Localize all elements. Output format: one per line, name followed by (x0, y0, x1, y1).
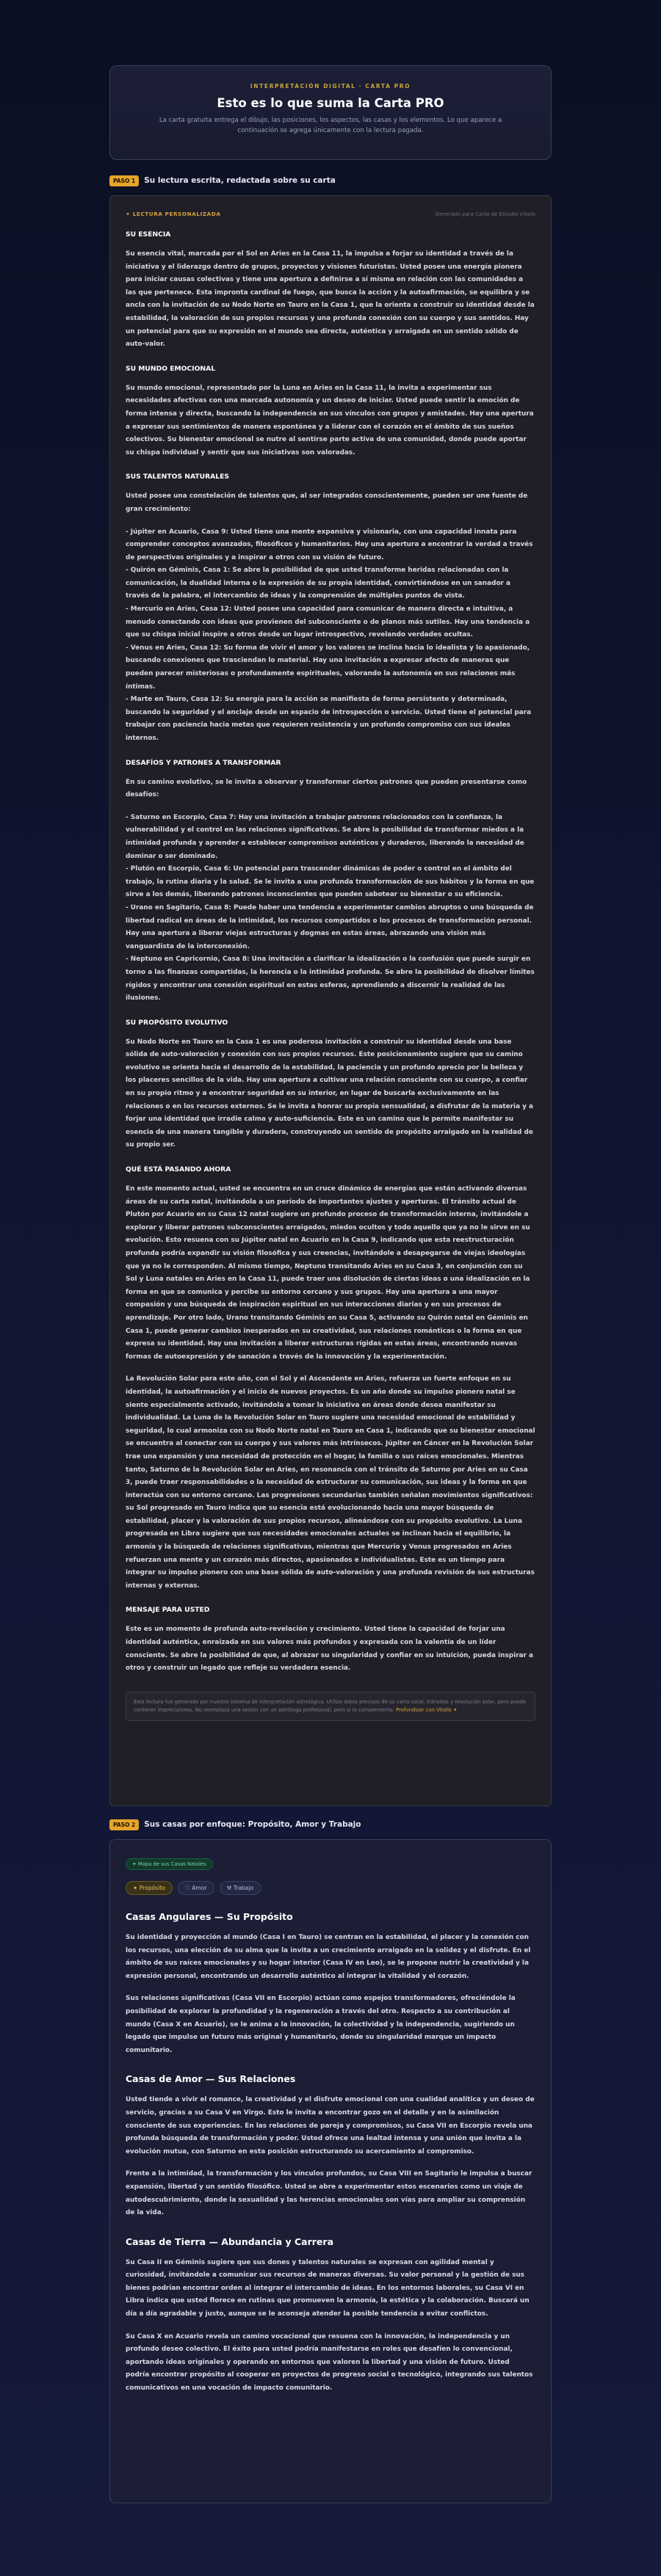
house-group-title: Casas de Tierra — Abundancia y Carrera (126, 2235, 334, 2247)
tab-trabajo[interactable]: ⚒ Trabajo (220, 1881, 261, 1895)
section-paragraph: Su esencia vital, marcada por el Sol en Aries en la Casa 11, la impulsa a forjar su identidad a través de la iniciativa y el liderazgo dentro de grupos, proyectos y visiones futuristas. Usted posee una energía pionera para iniciar causas colectivas y tiene una apertura a definirse a sí misma en relación con las comunidades a las que pertenece. Esta impronta cardinal de fuego, que busca la acción y la autoafirmación, se equilibra y se ancla con la invitación de su Nodo Norte en Tauro en la Casa 1, que la orienta a construir su identidad desde la estabilidad, la valoración de sus propios recursos y una profunda conexión con su cuerpo y sus sentidos. Hay un potencial para que su expresión en el mundo sea directa, auténtica y arraigada en un sentido sólido de auto-valor. (126, 250, 535, 349)
section-heading: QUÉ ESTÁ PASANDO AHORA (126, 1165, 231, 1174)
step-2-title: Sus casas por enfoque: Propósito, Amor y Trabajo (144, 1820, 361, 1829)
house-group-paragraph: Frente a la intimidad, la transformación y los vínculos profundos, su Casa VIII en Sagitario le impulsa a buscar expansión, libertad y un sentido filosófico. Usted se abre a experimentar estos escenarios como un viaje de autodescubrimiento, donde la sexualidad y las herencias emocionales son vías para ampliar su comprensión de la vida. (126, 2170, 532, 2217)
section-paragraph: - Saturno en Escorpio, Casa 7: Hay una invitación a trabajar patrones relacionados con la confianza, la vulnerabilidad y el control en las relaciones significativas. Se abre la posibilidad de transformar miedos a la intimidad profunda y aprender a establecer compromisos auténticos y duraderos, liberando la necesidad de dominar o ser dominado. - Plutón en Escorpio, Casa 6: Un potencial para trascender dinámicas de poder o control en el ámbito del trabajo, la rutina diaria y la salud. Se le invita a una profunda transformación de sus hábitos y la forma en que sirve a los demás, liberando patrones inconscientes que pueden sabotear su bienestar o su eficiencia. - Urano en Sagitario, Casa 8: Puede haber una tendencia a experimentar cambios abruptos o una búsqueda de libertad radical en áreas de la intimidad, los recursos compartidos o los procesos de transformación personal. Hay una apertura a liberar viejas estructuras y dogmas en estas áreas, abrazando una visión más vanguardista de la interconexión. - Neptuno en Capricornio, Casa 8: Una invitación a clarificar la idealización o la confusión que puede surgir en torno a las finanzas compartidas, la herencia o la intimidad profunda. Se abre la posibilidad de disolver límites rígidos y encontrar una conexión espiritual en estas esferas, aprendiendo a discernir la realidad de las ilusiones. (126, 813, 535, 1003)
section-paragraph: Este es un momento de profunda auto-revelación y crecimiento. Usted tiene la capacidad de forjar una identidad auténtica, enraizada en sus valores más profundos y expresada con la valentía de un líder consciente. Se abre la posibilidad de que, al abrazar su singularidad y confiar en su intuición, pueda inspirar a otros y construir un legado que refleje su verdadera esencia. (126, 1626, 533, 1673)
house-group-paragraph: Su identidad y proyección al mundo (Casa I en Tauro) se centran en la estabilidad, el placer y la conexión con los recursos, una elección de su alma que la invita a un crecimiento arraigado en la solidez y el disfrute. En el ámbito de sus raíces emocionales y su hogar interior (Casa IV en Leo), se le propone nutrir la creatividad y la expresión personal, encontrando un desarrollo auténtico al integrar la vitalidad y el corazón. (126, 1934, 531, 1980)
focus-tabs (126, 1881, 535, 1895)
house-group-paragraph: Usted tiende a vivir el romance, la creatividad y el disfrute emocional con una cualidad analítica y un deseo de servicio, gracias a su Casa V en Virgo. Esto le invita a encontrar gozo en el detalle y en la asimilación consciente de sus experiencias. En las relaciones de pareja y compromisos, su Casa VII en Escorpio revela una profunda búsqueda de transformación y poder. Usted ofrece una lealtad intensa y una unión que invita a la evolución mutua, con Saturno en esta posición estructurando su acercamiento al compromiso. (126, 2096, 535, 2155)
step-1-title: Su lectura escrita, redactada sobre su carta (144, 176, 336, 185)
generated-for-label: Generado para Carta de Estudio Vitalis (435, 211, 535, 217)
section-heading: SUS TALENTOS NATURALES (126, 473, 230, 481)
house-group-paragraph: Su Casa II en Géminis sugiere que sus dones y talentos naturales se expresan con agilidad mental y curiosidad, invitándole a comunicar sus recursos de maneras diversas. Su valor personal y la gestión de sus bienes podrían encontrar orden al integrar el intercambio de ideas. En los entornos laborales, su Casa VI en Libra indica que usted florece en rutinas que promueven la armonía, la estética y la colaboración. Buscará un día a día agradable y justo, aunque se le aconseja atender la posible tendencia a evitar conflictos. (126, 2258, 530, 2318)
house-group-paragraph: Su Casa X en Acuario revela un camino vocacional que resuena con la innovación, la independencia y un profundo deseo colectivo. El éxito para usted podría manifestarse en roles que desafíen lo convencional, aportando ideas originales y operando en entornos que valoren la libertad y una visión de futuro. Usted podría encontrar propósito al cooperar en proyectos de progreso social o tecnológico, integrando sus talentos comunicativos en una vocación de impacto comunitario. (126, 2332, 533, 2393)
page-container (109, 0, 552, 2503)
personal-reading-card[interactable] (109, 195, 552, 1806)
intro-card (109, 65, 552, 160)
reading-sections (126, 230, 535, 1676)
intro-subtitle: La carta gratuita entrega el dibujo, las posiciones, los aspectos, las casas y los elementos. Lo que aparece a continuación se agrega únicamente con la lectura pagada. (159, 117, 502, 134)
section-heading: MENSAJE PARA USTED (126, 1606, 210, 1615)
section-heading: SU ESENCIA (126, 230, 171, 239)
intro-eyebrow: INTERPRETACIÓN DIGITAL · CARTA PRO (250, 83, 411, 90)
tab-proposito[interactable]: ✦ Propósito (126, 1881, 173, 1895)
section-paragraph: La Revolución Solar para este año, con el Sol y el Ascendente en Aries, refuerza un fuerte enfoque en su identidad, la autoafirmación y el inicio de nuevos proyectos. Es un año donde su impulso pionero natal se siente especialmente activado, invitándola a tomar la iniciativa en áreas donde desea manifestar su individualidad. La Luna de la Revolución Solar en Tauro sugiere una necesidad emocional de estabilidad y seguridad, lo cual armoniza con su Nodo Norte natal en Tauro en Casa 1, indicando que su bienestar emocional se encuentra al conectar con su cuerpo y sus valores más intrínsecos. Júpiter en Cáncer en la Revolución Solar trae una expansión y una necesidad de protección en el hogar, la familia o sus raíces emocionales. Mientras tanto, Saturno de la Revolución Solar en Aries, en resonancia con el tránsito de Saturno por Aries en su Casa 3, puede traer responsabilidades o la necesidad de estructurar su comunicación, sus ideas y la forma en que interactúa con su entorno cercano. Las progresiones secundarias también señalan movimientos significativos: su Sol progresado en Tauro indica que su esencia está evolucionando hacia una mayor búsqueda de estabilidad, placer y la valoración de sus propios recursos, alineándose con su propósito evolutivo. La Luna progresada en Libra sugiere que sus necesidades emocionales actuales se inclinan hacia el equilibrio, la armonía y la búsqueda de relaciones significativas, mientras que Mercurio y Venus progresados en Aries refuerzan una mente y un corazón más directos, apasionados e individualistas. Este es un tiempo para integrar su impulso pionero con una base sólida de auto-valoración y una profunda revisión de sus estructuras internas y externas. (126, 1375, 535, 1590)
page-title: Esto es lo que suma la Carta PRO (217, 96, 444, 110)
reading-card-topbar (126, 211, 535, 217)
deepen-with-vitalis-link[interactable]: Profundizar con Vitalis ✦ (396, 1706, 458, 1713)
section-heading: DESAFÍOS Y PATRONES A TRANSFORMAR (126, 758, 281, 767)
section-paragraph: Usted posee una constelación de talentos que, al ser integrados conscientemente, pueden ser une fuente de gran crecimiento: (126, 492, 528, 513)
step-2-header (109, 1816, 552, 1833)
house-blocks (126, 1911, 535, 2395)
reading-disclaimer (126, 1692, 535, 1721)
section-heading: SU MUNDO EMOCIONAL (126, 364, 216, 373)
house-group-paragraph: Sus relaciones significativas (Casa VII en Escorpio) actúan como espejos transformadores, ofreciéndole la posibilidad de explorar la profundidad y la regeneración a través del otro. Respecto a su contribución al mundo (Casa X en Acuario), se le anima a la innovación, la colectividad y la independencia, sugiriendo un legado que impulse un futuro más original y humanitario, donde su singularidad marque un impacto comunitario. (126, 1995, 516, 2054)
section-paragraph: Su Nodo Norte en Tauro en la Casa 1 es una poderosa invitación a construir su identidad desde una base sólida de auto-valoración y conexión con sus propios recursos. Este posicionamiento sugiere que su camino evolutivo se orienta hacia el desarrollo de la estabilidad, la paciencia y un profundo aprecio por la belleza y los placeres sencillos de la vida. Hay una apertura a cultivar una relación consciente con su cuerpo, a confiar en su propio ritmo y a encontrar seguridad en su interior, en lugar de buscarla exclusivamente en las relaciones o en los recursos externos. Se le invita a honrar su propia sensualidad, a disfrutar de la materia y a forjar una identidad que irradie calma y auto-suficiencia. Este es un camino que le permite manifestar su esencia de una manera tangible y duradera, construyendo un sentido de propósito arraigado en la realidad de su propio ser. (126, 1038, 534, 1149)
house-group-title: Casas Angulares — Su Propósito (126, 1911, 293, 1922)
section-heading: SU PROPÓSITO EVOLUTIVO (126, 1018, 228, 1027)
step-2-badge: PASO 2 (109, 1819, 139, 1830)
section-paragraph: En su camino evolutivo, se le invita a observar y transformar ciertos patrones que pueden presentarse como desafíos: (126, 778, 527, 799)
tab-amor[interactable]: ♡ Amor (178, 1881, 214, 1895)
step-1-header (109, 172, 552, 189)
house-group-title: Casas de Amor — Sus Relaciones (126, 2073, 296, 2085)
section-paragraph: Su mundo emocional, representado por la Luna en Aries en la Casa 11, la invita a experimentar sus necesidades afectivas con una marcada autonomía y un deseo de iniciar. Usted puede sentir la emoción de forma intensa y directa, buscando la independencia en sus vínculos con grupos y amistades. Hay una apertura a expresar sus sentimientos de manera espontánea y a liderar con el corazón en el ámbito de sus sueños colectivos. Su bienestar emocional se nutre al sentirse parte activa de una comunidad, donde puede aportar su chispa individual y sentir que sus iniciativas son valoradas. (126, 384, 534, 456)
houses-focus-card[interactable] (109, 1839, 552, 2503)
disclaimer-text: Esta lectura fue generada por nuestro sistema de interpretación astrológica. Utiliza datos precisos de su carta natal, tránsitos y revolución solar, pero puede contener imprecisiones. No reemplaza una sesión con un astrólogo profesional, pero sí lo complementa. (134, 1698, 527, 1713)
step-1-badge: PASO 1 (109, 175, 139, 186)
section-paragraph: - Júpiter en Acuario, Casa 9: Usted tiene una mente expansiva y visionaria, con una capacidad innata para comprender conceptos avanzados, filosóficos y humanitarios. Hay una apertura a encontrar la verdad a través de perspectivas originales y a inspirar a otros con su visión de futuro. - Quirón en Géminis, Casa 1: Se abre la posibilidad de que usted transforme heridas relacionadas con la comunicación, la dualidad interna o la expresión de su propia identidad, convirtiéndose en un sanador a través de la palabra, el intercambio de ideas y la comprensión de múltiples puntos de vista. - Mercurio en Aries, Casa 12: Usted posee una capacidad para comunicar de manera directa e intuitiva, a menudo conectando con ideas que provienen del subconsciente o de planos más sutiles. Hay una tendencia a que su chispa inicial inspire a otros desde un lugar introspectivo, revelando verdades ocultas. - Venus en Aries, Casa 12: Su forma de vivir el amor y los valores se inclina hacia lo idealista y lo apasionado, buscando conexiones que trasciendan lo material. Hay una invitación a expresar afecto de maneras que pueden parecer misteriosas o profundamente espirituales, valorando la autonomía en sus relaciones más íntimas. - Marte en Tauro, Casa 12: Su energía para la acción se manifiesta de forma persistente y determinada, buscando la seguridad y el anclaje desde un espacio de introspección o servicio. Usted tiene el potencial para trabajar con paciencia hacia metas que requieren resistencia y un profundo compromiso con sus ideales internos. (126, 528, 533, 742)
section-paragraph: En este momento actual, usted se encuentra en un cruce dinámico de energías que están activando diversas áreas de su carta natal, invitándola a un período de importantes ajustes y aperturas. El tránsito actual de Plutón por Acuario en su Casa 12 natal sugiere un profundo proceso de transformación interna, invitándole a explorar y liberar patrones subconscientes arraigados, miedos ocultos y todo aquello que ya no le sirve en su evolución. Esto resuena con su Júpiter natal en Acuario en la Casa 9, indicando que esta reestructuración profunda podría expandir su visión filosófica y sus creencias, invitándole a desapegarse de viejas ideologías que ya no le corresponden. Al mismo tiempo, Neptuno transitando Aries en su Casa 3, en conjunción con su Sol y Luna natales en Aries en la Casa 11, puede traer una disolución de ciertas ideas o una idealización en la forma en que se comunica y percibe su entorno cercano y sus grupos. Hay una apertura a una mayor compasión y una búsqueda de inspiración espiritual en sus interacciones diarias y en sus procesos de aprendizaje. Por otro lado, Urano transitando Géminis en su Casa 5, activando su Quirón natal en Géminis en Casa 1, puede generar cambios inesperados en su creatividad, sus relaciones románticas o la forma en que expresa su identidad. Hay una invitación a liberar estructuras rígidas en estas áreas, encontrando nuevas formas de autoexpresión y de sanación a través de la innovación y la experimentación. (126, 1185, 530, 1361)
natal-houses-map-pill: ✦ Mapa de sus Casas Natales (126, 1858, 213, 1870)
personalized-reading-tag: ✦ LECTURA PERSONALIZADA (126, 211, 221, 217)
